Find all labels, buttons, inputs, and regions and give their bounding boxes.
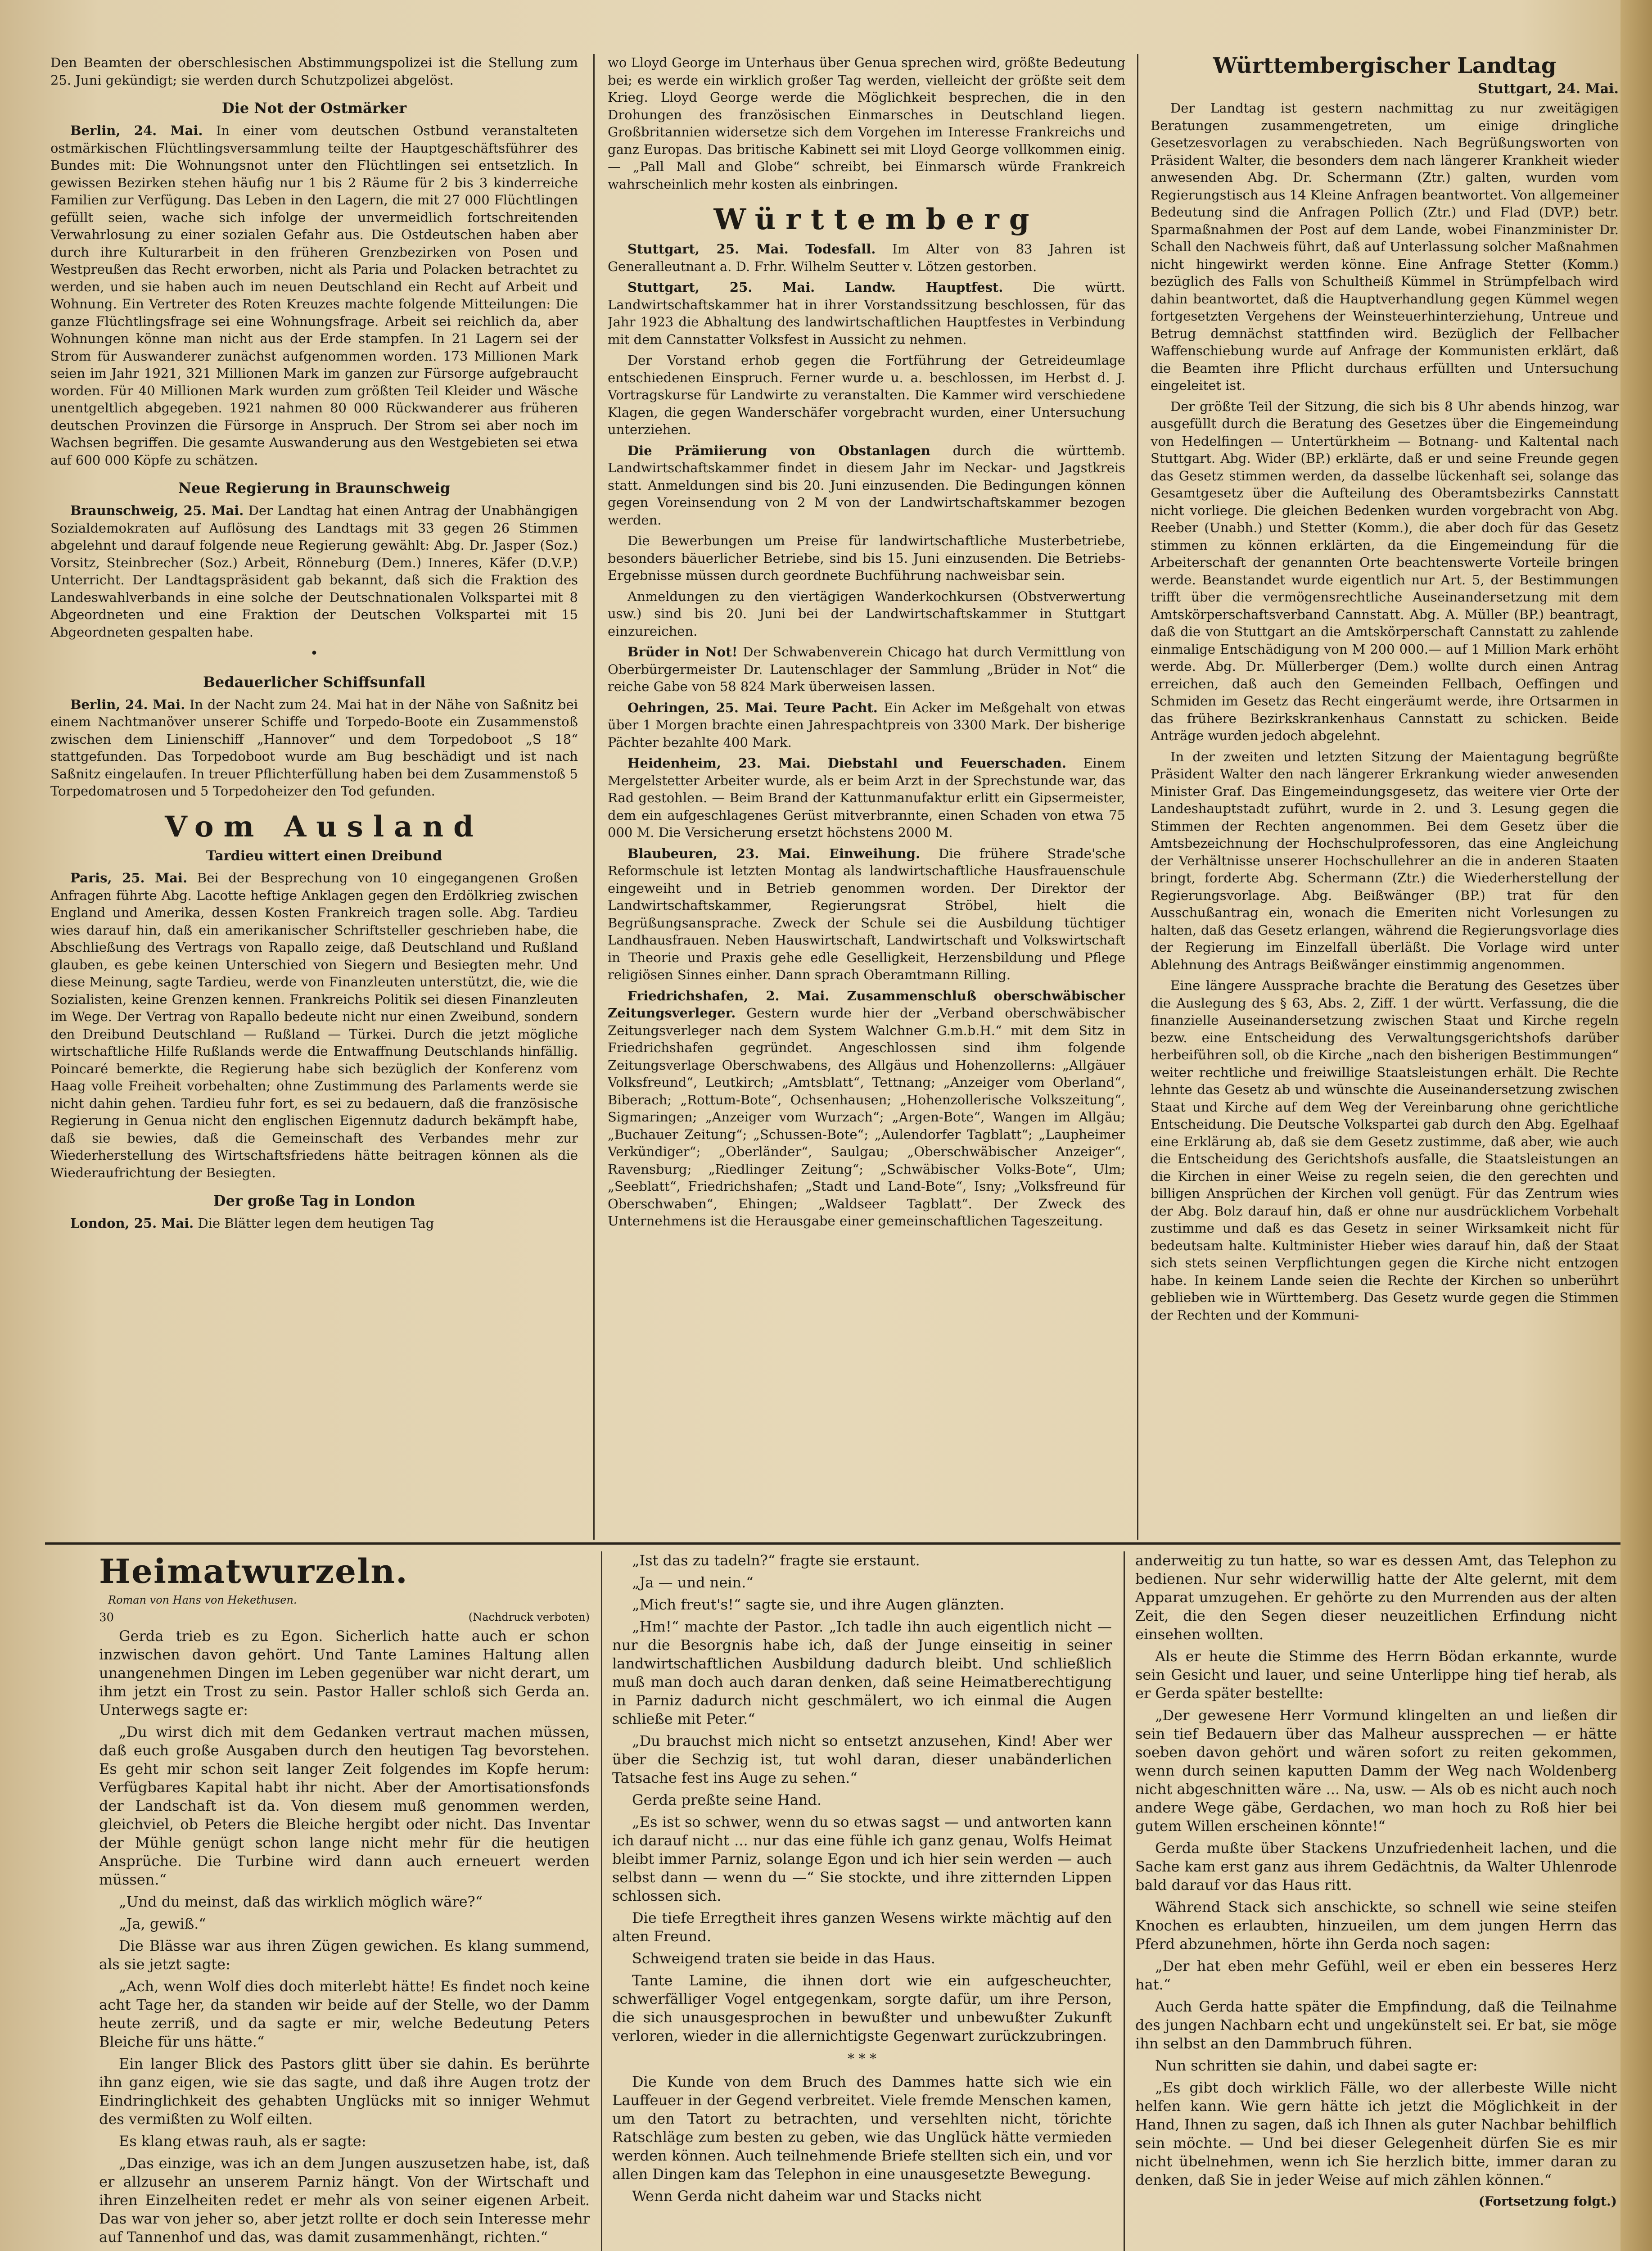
novel-paragraph: „Und du meinst, daß das wirklich möglich wäre?“ (119, 1893, 483, 1910)
novel-paragraph: anderweitig zu tun hatte, so war es dessen Amt, das Telephon zu bedienen. Nur sehr widerwillig hatte der Alte gelernt, mit dem Apparat umzugehen. Er gehörte zu den Murrenden aus der alten Zeit, die den Segen dieser neuzeitlichen Erfindung nicht einsehen wollten. (1135, 1552, 1617, 1643)
novel-paragraph: Nun schritten sie dahin, und dabei sagte er: (1155, 2057, 1478, 2074)
article-ostmaerker: Berlin, 24. Mai. In einer vom deutschen Ostbund veranstalteten ostmärkischen Flüchtlingsversammlung teilte der Hauptgeschäftsführer des Bundes mit: Die Wohnungsnot unter den Flüchtlingen sei entsetzlich. In gewissen Bezirken stehen häufig nur 1 bis 2 Räume für 2 bis 3 kinderreiche Familien zur Verfügung. Das Leben in den Lagern, die mit 27 000 Flüchtlingen gefüllt seien, wache sich infolge der unvermeidlich fortschreitenden Verwahrlosung zu einer sozialen Gefahr aus. Die Ostdeutschen haben aber durch ihre Kulturarbeit in den früheren Grenzbezirken von Posen und Westpreußen das Recht erworben, nicht als Paria und Polacken betrachtet zu werden, und sie haben auch im neuen Deutschland ein Recht auf Arbeit und Wohnung. Ein Vertreter des Roten Kreuzes machte folgende Mitteilungen: Die ganze Flüchtlingsfrage sei eine Wohnungsfrage. Arbeit sei reichlich da, aber Wohnungen könne man nicht aus der Erde stampfen. In 21 Lagern sei der Strom für Auswanderer zunächst aufgenommen worden. 173 Millionen Mark seien im Jahr 1921, 321 Millionen Mark im ganzen zur Fürsorge aufgebraucht worden. Für 40 Millionen Mark wurden zum größten Teil Kleider und Wäsche unentgeltlich abgegeben. 1921 nahmen 80 000 Rückwanderer aus früheren deutschen Provinzen die Fürsorge in Anspruch. Der Strom sei aber noch im Wachsen begriffen. Die gesamte Auswanderung aus den Westgebieten sei etwa auf 600 000 Köpfe zu schätzen. (50, 123, 578, 468)
column-2 (608, 54, 1125, 1540)
article-pacht: Oehringen, 25. Mai. Teure Pacht. Ein Acker im Meßgehalt von etwas über 1 Morgen brachte einen Jahrespachtpreis von 3300 Mark. Der bisherige Pächter bezahlte 400 Mark. (608, 700, 1125, 750)
novel-paragraph: „Das einzige, was ich an dem Jungen auszusetzen habe, ist, daß er allzusehr an unserem Parniz hängt. Von der Wirtschaft und ihren Einzelheiten redet er mehr als von seiner eigenen Arbeit. Das war von jeher so, aber jetzt rollte er doch sein Interesse mehr auf Tannenhof und das, was damit zusammenhängt, richten.“ (99, 2155, 590, 2246)
article-london: London, 25. Mai. Die Blätter legen dem heutigen Tag (70, 1216, 434, 1231)
article-landtag-2: Der größte Teil der Sitzung, die sich bis 8 Uhr abends hinzog, war ausgefüllt durch die Beratung des Gesetzes über die Eingemeindung von Hedelfingen — Untertürkheim — Botnang- und Kaltental nach Stuttgart. Abg. Wider (BP.) erklärte, daß er und seine Freunde gegen das Gesetz stimmen werden, da dasselbe lückenhaft sei, solange das Gesamtgesetz über die Aufteilung des Oberamtsbezirks Cannstatt nicht vorliege. Die gleichen Bedenken wurden vorgebracht von Abg. Reeber (Unabh.) und Stetter (Komm.), die aber doch für das Gesetz stimmen zu können erklärten, da die Eingemeindung für die Arbeiterschaft der genannten Orte beachtenswerte Vorteile bringen werde. Beanstandet wurde eigentlich nur Art. 5, der Bestimmungen trifft über die vermögensrechtliche Auseinandersetzung mit dem Amtskörperschaftsverband Cannstatt. Abg. A. Müller (BP.) beantragt, daß die von Stuttgart an die Amtskörperschaft Cannstatt zu zahlende einmalige Entschädigung von M 200 000.— auf 1 Million Mark erhöht werde. Abg. Dr. Müllerberger (Dem.) wollte durch einen Antrag erreichen, daß auch den Gemeinden Fellbach, Oeffingen und Schmiden im Gesetz das Recht eingeräumt werde, ihre Ortsarmen in das frühere Bezirkskrankenhaus Cannstatt zu schicken. Beide Anträge wurden jedoch abgelehnt. (1151, 398, 1619, 743)
novel-paragraph: „Du wirst dich mit dem Gedanken vertraut machen müssen, daß euch große Ausgaben durch den heutigen Tag bevorstehen. Es geht mir schon seit langer Zeit folgendes im Kopfe herum: Verfügbares Kapital habt ihr nicht. Aber der Amortisationsfonds der Landschaft ist da. Von diesem muß genommen werden, gleichviel, ob Peters die Bleiche hergibt oder nicht. Das Inventar der Mühle genügt schon lange nicht mehr für die heutigen Ansprüche. Die Turbine wird dann auch erneuert werden müssen.“ (99, 1723, 590, 1888)
novel-paragraph: Schweigend traten sie beide in das Haus. (632, 1950, 935, 1967)
article-bewerbungen: Die Bewerbungen um Preise für landwirtschaftliche Musterbetriebe, besonders bäuerlicher Betriebe, sind bis 15. Juni einzusenden. Die Betriebs-Ergebnisse müssen durch geordnete Buchführung nachweisbar sein. (608, 533, 1125, 583)
novel-paragraph: Gerda trieb es zu Egon. Sicherlich hatte auch er schon inzwischen davon gehört. Und Tante Lamines Haltung allen unangenehmen Dingen im Leben gegenüber war nicht derart, um ihm jetzt ein Trost zu sein. Pastor Haller schloß sich Gerda an. Unterwegs sagte er: (99, 1627, 590, 1718)
novel-paragraph: „Ist das zu tadeln?“ fragte sie erstaunt. (632, 1552, 920, 1569)
article-dreibund: Paris, 25. Mai. Bei der Besprechung von 10 eingegangenen Großen Anfragen führte Abg. Lacotte heftige Anklagen gegen den Erdölkrieg zwischen England und Amerika, dessen Kosten Frankreich tragen solle. Abg. Tardieu wies darauf hin, daß ein amerikanischer Schriftsteller geschrieben habe, die Abschließung des Vertrags von Rapallo zeige, daß Deutschland und Rußland glauben, es gebe keinen Unterschied von Siegern und Besiegten mehr. Und diese Meinung, sagte Tardieu, werde von Finanzleuten unterstützt, die, wie die Sozialisten, keine Grenzen kennen. Frankreichs Politik sei diesen Finanzleuten im Wege. Der Vertrag von Rapallo bedeute nicht nur einen Zweibund, sondern den Dreibund Deutschland — Rußland — Türkei. Durch die jetzt mögliche wirtschaftliche Hilfe Rußlands werde die Entwaffnung Deutschlands hinfällig. Poincaré bemerkte, die Regierung habe sich bezüglich der Konferenz vom Haag volle Freiheit vorbehalten; ohne Zustimmung des Parlaments werde sie nicht dahin gehen. Tardieu fuhr fort, es sei zu bedauern, daß die französische Regierung in Genua nicht den englischen Eigennutz dadurch bekämpft habe, daß sie bewies, daß die Gemeinschaft des Verbandes mehr zur Wiederherstellung des Wirtschaftsfriedens hätte beitragen können als die Wiederaufrichtung der Besiegten. (50, 870, 578, 1180)
feuilleton-divider (45, 1542, 1620, 1545)
novel-paragraph: Ein langer Blick des Pastors glitt über sie dahin. Es berührte ihn ganz eigen, wie sie das sagte, und daß ihre Augen trotz der Eindringlichkeit des gehabten Unglücks mit so inniger Wehmut des vermißten zu Wolf eilten. (99, 2055, 590, 2128)
novel-paragraph: Gerda preßte seine Hand. (632, 1791, 822, 1808)
headline-schiffsunfall: Bedauerlicher Schiffsunfall (203, 673, 426, 691)
novel-paragraph: „Ja, gewiß.“ (119, 1915, 206, 1932)
scene-break: * * * (847, 2051, 877, 2067)
novel-paragraph: Die Blässe war aus ihren Zügen gewichen. Es klang summend, als sie jetzt sagte: (99, 1937, 590, 1973)
article-kochkurse: Anmeldungen zu den viertägigen Wanderkochkursen (Obstverwertung usw.) sind bis 20. Juni bei der Landwirtschaftskammer in Stuttgart einzureichen. (608, 588, 1125, 639)
novel-column-2 (612, 1551, 1112, 2251)
headline-dreibund: Tardieu wittert einen Dreibund (206, 848, 442, 864)
novel-paragraph: „Mich freut's!“ sagte sie, und ihre Augen glänzten. (632, 1596, 1005, 1613)
separator-dot: • (310, 646, 318, 661)
intro-text: Den Beamten der oberschlesischen Abstimmungspolizei ist die Stellung zum 25. Juni gekündigt; sie werden durch Schutzpolizei abgelöst. (50, 55, 578, 88)
article-braunschweig: Braunschweig, 25. Mai. Der Landtag hat einen Antrag der Unabhängigen Sozialdemokraten auf Auflösung des Landtags mit 33 gegen 26 Stimmen abgelehnt und darauf folgende neue Regierung gewählt: Abg. Dr. Jasper (Soz.) Vorsitz, Steinbrecher (Soz.) Arbeit, Rönneburg (Dem.) Inneres, Käfer (D.V.P.) Unterricht. Der Landtagspräsident gab bekannt, daß sich die Fraktion des Landeswahlverbands in eine solche der Deutschnationalen Volkspartei mit 8 Abgeordneten und eine Fraktion der Deutschen Volkspartei mit 15 Abgeordneten gespalten habe. (50, 503, 578, 640)
novel-column-1 (99, 1551, 590, 2251)
article-landtag-4: Eine längere Aussprache brachte die Beratung des Gesetzes über die Auslegung des § 63, Abs. 2, Ziff. 1 der württ. Verfassung, die die finanzielle Auseinandersetzung zwischen Staat und Kirche regeln bezw. eine Entscheidung des Verwaltungsgerichtshofs darüber herbeiführen soll, ob die Kirche „nach den bisherigen Bestimmungen“ weiter rechtliche und freiwillige Staatsleistungen erhält. Die Rechte lehnte das Gesetz ab und wünschte die Auseinandersetzung zwischen Staat und Kirche auf dem Weg der Vereinbarung ohne gerichtliche Entscheidung. Die Deutsche Volkspartei gab durch den Abg. Egelhaaf eine Erklärung ab, daß sie dem Gesetz zustimme, daß aber, wie auch die Entscheidung des Gerichtshofs ausfalle, die Staatsleistungen an die Kirchen in einer Weise zu regeln seien, die den gerechten und billigen Ansprüchen der Kirchen voll genügt. Für das Zentrum wies der Abg. Bolz darauf hin, daß er ohne nur ausdrücklichem Vorbehalt zustimme und daß es das Gesetz in seiner Wirksamkeit nicht für bedeutsam halte. Kultminister Hieber wies darauf hin, daß der Staat sich stets seinen Verpflichtungen gegen die Kirche nicht entzogen habe. In keinem Lande seien die Rechte der Kirchen so unberührt geblieben wie in Württemberg. Das Gesetz wurde gegen die Stimmen der Rechten und der Kommuni- (1151, 978, 1619, 1323)
novel-title: Heimatwurzeln. (99, 1552, 408, 1591)
novel-paragraph: Gerda mußte über Stackens Unzufriedenheit lachen, und die Sache kam erst ganz aus ihrem Gedächtnis, da Walter Uhlenrode bald darauf vor das Haus ritt. (1135, 1840, 1617, 1894)
article-einweihung: Blaubeuren, 23. Mai. Einweihung. Die frühere Strade'sche Reformschule ist letzten Montag als landwirtschaftliche Hausfrauenschule eingeweiht und in Betrieb genommen worden. Der Direktor der Landwirtschaftskammer, Regierungsrat Ströbel, hielt die Begrüßungsansprache. Zweck der Schule sei die Ausbildung tüchtiger Landhausfrauen. Neben Hauswirtschaft, Landwirtschaft und Volkswirtschaft in Theorie und Praxis gehe edle Geselligkeit, Herzensbildung und Pflege religiösen Sinnes einher. Dann sprach Oberamtmann Rilling. (608, 845, 1125, 982)
headline-london: Der große Tag in London (213, 1192, 415, 1209)
article-landtag-3: In der zweiten und letzten Sitzung der Maientagung begrüßte Präsident Walter den nach längerer Erkrankung wieder anwesenden Minister Graf. Das Eingemeindungsgesetz, das weitere vier Orte der Landeshauptstadt zuführt, wurde in 2. und 3. Lesung gegen die Stimmen der Rechten angenommen. Bei dem Gesetz über die Amtsbezeichnung der Hochschulprofessoren, das eine Angleichung der Verhältnisse unserer Hochschullehrer an die in anderen Staaten bringt, forderte Abg. Schermann (Ztr.) die Wiederherstellung der Regierungsvorlage. Abg. Beißwänger (BP.) trat für den Ausschußantrag ein, wonach die Emeriten nicht Vorlesungen zu halten, daß das Gesetz erlangen, während die Regierungsvorlage dies der Regierung im Einzelfall überläßt. Die Vorlage wird unter Ablehnung des Antrags Beißwänger einstimmig angenommen. (1151, 749, 1619, 972)
novel-paragraph: „Es ist so schwer, wenn du so etwas sagst — und antworten kann ich darauf nicht ... nur das eine fühle ich ganz genau, Wolfs Heimat bleibt immer Parniz, solange Egon und ich hier sein werden — auch selbst dann — wenn du —“ Sie stockte, und ihre zitternden Lippen schlossen sich. (612, 1813, 1112, 1904)
article-landtag-1: Der Landtag ist gestern nachmittag zu nur zweitägigen Beratungen zusammengetreten, um einige dringliche Gesetzesvorlagen zu verabschieden. Nach Begrüßungsworten von Präsident Walter, die besonders dem nach längerer Krankheit wieder anwesenden Abg. Dr. Schermann (Ztr.) galten, wurden vom Regierungstisch aus 14 Kleine Anfragen beantwortet. Von allgemeiner Bedeutung sind die Anfragen Pollich (Ztr.) und Flad (DVP.) betr. Sparmaßnahmen der Post auf dem Lande, wobei Finanzminister Dr. Schall den Nachweis führt, daß auf Unterlassung solcher Maßnahmen nicht hingewirkt werden könne. Eine Anfrage Stetter (Komm.) bezüglich des Falls von Schultheiß Kümmel in Strümpfelbach wird dahin beantwortet, daß die Hauptverhandlung gegen Kümmel wegen fortgesetzten Vergehens der Weinsteuerhinterziehung, Untreue und Betrug demnächst stattfinden wird. Bezüglich der Fellbacher Waffenschiebung wurde auf Anfrage der Kommunisten erklärt, daß die Beamten ihre Pflicht durchaus erfüllten und Untersuchung eingeleitet ist. (1151, 100, 1619, 393)
novel-paragraph: Als er heute die Stimme des Herrn Bödan erkannte, wurde sein Gesicht und lauer, und seine Unterlippe hing tief herab, als er Gerda später bestellte: (1135, 1648, 1617, 1702)
article-obstanlagen: Die Prämiierung von Obstanlagen durch die württemb. Landwirtschaftskammer findet in diesem Jahr im Neckar- und Jagstkreis statt. Anmeldungen sind bis 20. Juni einzusenden. Die Bedingungen können gegen Voreinsendung von 2 M von der Landwirtschaftskammer bezogen werden. (608, 443, 1125, 528)
headline-braunschweig: Neue Regierung in Braunschweig (178, 479, 451, 497)
headline-landtag: Württembergischer Landtag (1213, 53, 1557, 78)
novel-paragraph: „Hm!“ machte der Pastor. „Ich tadle ihn auch eigentlich nicht — nur die Besorgnis habe ich, daß der Junge einseitig in seiner landwirtschaftlichen Ausbildung dadurch bleibt. Und schließlich muß man doch auch daran denken, daß seine Heimatberechtigung in Parniz dadurch nicht geschmälert, wo ich einmal die Augen schließe mit Peter.“ (612, 1618, 1112, 1727)
column-3 (1151, 50, 1619, 1540)
novel-paragraph: „Ja — und nein.“ (632, 1574, 754, 1591)
article-schiffsunfall: Berlin, 24. Mai. In der Nacht zum 24. Mai hat in der Nähe von Saßnitz bei einem Nachtmanöver unserer Schiffe und Torpedo-Boote ein Zusammenstoß zwischen dem Linienschiff „Hannover“ und dem Torpedoboot „S 18“ stattgefunden. Das Torpedoboot wurde am Bug beschädigt und ist nach Saßnitz eingelaufen. In treuer Pflichterfüllung haben bei dem Zusammenstoß 5 Torpedomatrosen und 5 Torpedoheizer den Tod gefunden. (50, 696, 578, 799)
section-title-ausland: Vom Ausland (165, 809, 483, 844)
novel-paragraph: „Du brauchst mich nicht so entsetzt anzusehen, Kind! Aber wer über die Sechzig ist, tut wohl daran, dieser unabänderlichen Tatsache fest ins Auge zu sehen.“ (612, 1732, 1112, 1786)
novel-paragraph: Die Kunde von dem Bruch des Dammes hatte sich wie ein Lauffeuer in der Gegend verbreitet. Viele fremde Menschen kamen, um den Tatort zu betrachten, und versehlten nicht, törichte Ratschläge zum besten zu geben, wie das Unglück hätte vermieden werden können. Auch teilnehmende Briefe stellten sich ein, und vor allen Dingen kam das Telephon in eine unausgesetzte Bewegung. (612, 2073, 1112, 2183)
column-divider-1 (593, 54, 595, 1540)
article-diebstahl: Heidenheim, 23. Mai. Diebstahl und Feuerschaden. Einem Mergelstetter Arbeiter wurde, als er beim Arzt in der Sprechstunde war, das Rad gestohlen. — Beim Brand der Kattunmanufaktur erlitt ein Gipsermeister, dem ein aufgeschlagenes Gerüst mitverbrannte, einen Schaden von etwa 75 000 M. Die Versicherung ersetzt höchstens 2000 M. (608, 755, 1125, 840)
column-divider-2 (1137, 54, 1138, 1540)
novel-author: Roman von Hans von Hekethusen. (108, 1594, 297, 1606)
novel-paragraph: Die tiefe Erregtheit ihres ganzen Wesens wirkte mächtig auf den alten Freund. (612, 1909, 1112, 1945)
reprint-notice: (Nachdruck verboten) (468, 1611, 590, 1623)
article-zeitungsverleger: Friedrichshafen, 2. Mai. Zusammenschluß oberschwäbischer Zeitungsverleger. Gestern wurde hier der „Verband oberschwäbischer Zeitungsverleger nach dem System Walchner G.m.b.H.“ mit dem Sitz in Friedrichshafen gegründet. Angeschlossen sind ihm folgende Zeitungsverlage Oberschwabens, des Allgäus und Hohenzollerns: „Allgäuer Volksfreund“, Leutkirch; „Amtsblatt“, Tettnang; „Anzeiger vom Oberland“, Biberach; „Rottum-Bote“, Ochsenhausen; „Hohenzollerische Volkszeitung“, Sigmaringen; „Anzeiger vom Wurzach“; „Argen-Bote“, Wangen im Allgäu; „Buchauer Zeitung“; „Schussen-Bote“; „Aulendorfer Tagblatt“; „Laupheimer Verkündiger“; „Oberländer“, Saulgau; „Oberschwäbischer Anzeiger“, Ravensburg; „Riedlinger Zeitung“; „Schwäbischer Volks-Bote“, Ulm; „Seeblatt“, Friedrichshafen; „Stadt und Land-Bote“, Isny; „Volksfreund für Oberschwaben“, Ehingen; „Waldseer Tagblatt“. Der Zweck des Unternehmens ist die Herausgabe einer gemeinschaftlichen Tageszeitung. (608, 988, 1125, 1229)
article-london-cont: wo Lloyd George im Unterhaus über Genua sprechen wird, größte Bedeutung bei; es werde ein wirklich großer Tag werden, vielleicht der größte seit dem Krieg. Lloyd George werde die Möglichkeit besprechen, die in den Drohungen des französischen Einmarsches in Deutschland liegen. Großbritannien widersetze sich dem Vorgehen im Interesse Frankreichs und ganz Europas. Das britische Kabinett sei mit Lloyd George vollkommen einig. — „Pall Mall and Globe“ schreibt, bei Einmarsch würde Frankreich wahrscheinlich mehr kosten als einbringen. (608, 55, 1125, 192)
novel-paragraph: Tante Lamine, die ihnen dort wie ein aufgescheuchter, schwerfälliger Vogel entgegenkam, sorgte dafür, um ihre Person, die sich unausgesprochen in bewußter und unbewußter Zukunft verloren, wieder in die allernichtigste Gegenwart zurückzubringen. (612, 1972, 1112, 2044)
continuation-notice: (Fortsetzung folgt.) (1478, 2194, 1617, 2209)
installment-number: 30 (99, 1611, 114, 1624)
article-vorstand: Der Vorstand erhob gegen die Fortführung der Getreideumlage entschiedenen Einspruch. Ferner wurde u. a. beschlossen, im Herbst d. J. Vortragskurse für Landwirte zu veranstalten. Die Kammer wird verschiedene Klagen, die gegen Wanderschäfer vorgebracht wurden, einer Untersuchung unterziehen. (608, 353, 1125, 437)
article-todesfall: Stuttgart, 25. Mai. Todesfall. Im Alter von 83 Jahren ist Generalleutnant a. D. Frhr. Wilhelm Seutter v. Lötzen gestorben. (608, 241, 1125, 274)
section-title-wuerttemberg: Württemberg (713, 203, 1039, 236)
novel-column-3 (1135, 1551, 1617, 2251)
article-brueder: Brüder in Not! Der Schwabenverein Chicago hat durch Vermittlung von Oberbürgermeister Dr. Lautenschlager der Sammlung „Brüder in Not“ die reiche Gabe von 58 824 Mark überweisen lassen. (608, 644, 1125, 694)
novel-divider-2 (1124, 1551, 1125, 2251)
novel-divider-1 (601, 1551, 602, 2251)
headline-ostmaerker: Die Not der Ostmärker (221, 99, 407, 117)
novel-paragraph: Es klang etwas rauh, als er sagte: (119, 2133, 366, 2150)
novel-paragraph: „Ach, wenn Wolf dies doch miterlebt hätte! Es findet noch keine acht Tage her, da standen wir beide auf der Stelle, wo der Damm heute zerriß, und da sagte er mir, welche Bedeutung Peters Bleiche für uns hätte.“ (99, 1978, 590, 2050)
novel-paragraph: Auch Gerda hatte später die Empfindung, daß die Teilnahme des jungen Nachbarn echt und ungekünstelt sei. Er bat, sie möge ihn selbst an den Dammbruch führen. (1135, 1998, 1617, 2052)
column-1 (50, 54, 578, 1540)
novel-paragraph: Wenn Gerda nicht daheim war und Stacks nicht (632, 2188, 982, 2205)
article-hauptfest: Stuttgart, 25. Mai. Landw. Hauptfest. Die württ. Landwirtschaftskammer hat in ihrer Vorstandssitzung beschlossen, für das Jahr 1923 die Abhaltung des landwirtschaftlichen Hauptfestes in Verbindung mit dem Cannstatter Volksfest in Aussicht zu nehmen. (608, 280, 1125, 347)
novel-paragraph: „Der hat eben mehr Gefühl, weil er eben ein besseres Herz hat.“ (1135, 1957, 1617, 1993)
novel-paragraph: „Der gewesene Herr Vormund klingelten an und ließen dir sein tief Bedauern über das Malheur aussprechen — er hätte soeben davon gehört und wären sofort zu reiten gekommen, wenn durch seinen kaputten Damm der Weg nach Woldenberg nicht abgeschnitten wäre ... Na, usw. — Als ob es nicht auch noch andere Wege gäbe, Gerdachen, wo man hoch zu Roß hier bei gutem Willen erscheinen könnte!“ (1135, 1707, 1617, 1835)
novel-paragraph: „Es gibt doch wirklich Fälle, wo der allerbeste Wille nicht helfen kann. Wie gern hätte ich jetzt die Möglichkeit in der Hand, Ihnen zu sagen, daß ich Ihnen als guter Nachbar behilflich sein möchte. — Und bei dieser Gelegenheit dürfen Sie es mir nicht übelnehmen, wenn ich Sie herzlich bitte, immer daran zu denken, daß Sie in jeder Weise auf mich zählen können.“ (1135, 2079, 1617, 2188)
page-edge (1620, 0, 1652, 2251)
novel-paragraph: Während Stack sich anschickte, so schnell wie seine steifen Knochen es erlaubten, hinzueilen, um dem jungen Herrn das Pferd abzunehmen, hörte ihn Gerda noch sagen: (1135, 1898, 1617, 1953)
dateline-landtag: Stuttgart, 24. Mai. (1477, 81, 1619, 97)
